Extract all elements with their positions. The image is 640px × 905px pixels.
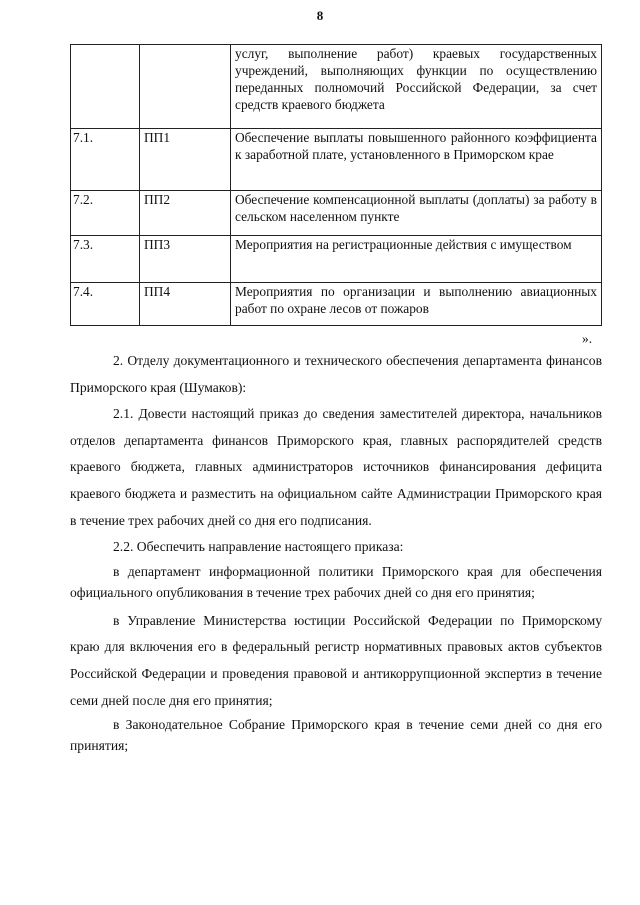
recipient-information-policy: в департамент информационной политики Приморского края для обеспечения официального опубликования в течение трех рабочих дней со дня его принятия; (70, 563, 602, 600)
closing-quote: ». (582, 331, 593, 346)
recipient-legislative-assembly: в Законодательное Собрание Приморского края в течение семи дней со дня его принятия; (70, 717, 602, 754)
table-row (71, 283, 602, 326)
row-description: услуг, выполнение работ) краевых государственных учреждений, выполняющих функции по осуществлению переданных полномочий Российской Федерации, за счет средств краевого бюджета (231, 45, 602, 129)
row-code: ПП4 (140, 283, 231, 326)
recipient-ministry-of-justice: в Управление Министерства юстиции Российской Федерации по Приморскому краю для включения его в федеральный регистр нормативных правовых актов субъектов Российской Федерации и проведения правовой и антикоррупционной экспертиз в течение семи дней после дня его принятия; (70, 612, 602, 708)
paragraph-2: 2. Отделу документационного и технического обеспечения департамента финансов Приморского края (Шумаков): (70, 353, 602, 395)
row-number: 7.2. (71, 191, 140, 236)
row-code: ПП3 (140, 236, 231, 283)
page-number: 8 (316, 8, 324, 23)
row-number: 7.1. (71, 129, 140, 191)
row-number: 7.4. (71, 283, 140, 326)
row-description: Обеспечение выплаты повышенного районного коэффициента к заработной плате, установленного в Приморском крае (231, 129, 602, 191)
table-row (71, 45, 602, 129)
row-description: Обеспечение компенсационной выплаты (доплаты) за работу в сельском населенном пункте (231, 191, 602, 236)
row-number (71, 45, 140, 129)
row-description: Мероприятия на регистрационные действия с имуществом (231, 236, 602, 283)
row-code: ПП1 (140, 129, 231, 191)
row-code (140, 45, 231, 129)
table-row (71, 129, 602, 191)
program-codes-table (70, 44, 602, 326)
paragraph-2-2: 2.2. Обеспечить направление настоящего приказа: (113, 539, 404, 555)
order-body (70, 348, 602, 761)
paragraph-2-1: 2.1. Довести настоящий приказ до сведения заместителей директора, начальников отделов департамента финансов Приморского края, главных распорядителей средств краевого бюджета, главных администраторов источников финансирования дефицита краевого бюджета и разместить на официальном сайте Администрации Приморского края в течение трех рабочих дней со дня его подписания. (70, 406, 602, 528)
table-row (71, 191, 602, 236)
row-code: ПП2 (140, 191, 231, 236)
row-number: 7.3. (71, 236, 140, 283)
table-row (71, 236, 602, 283)
row-description: Мероприятия по организации и выполнению авиационных работ по охране лесов от пожаров (231, 283, 602, 326)
